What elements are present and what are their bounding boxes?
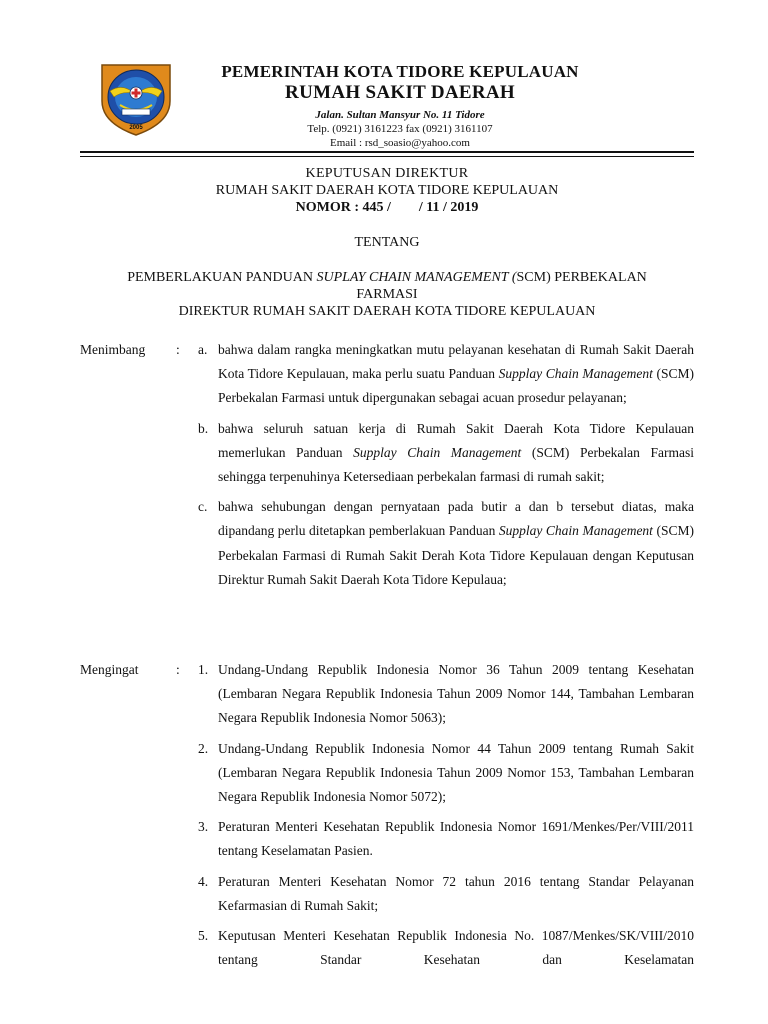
menimbang-colon: : (176, 342, 180, 357)
item-text: bahwa dalam rangka meningkatkan mutu pelayanan kesehatan di Rumah Sakit Daerah Kota Tidore Kepulauan, maka perlu suatu Panduan Supplay Chain Management (SCM) Perbekalan Farmasi untuk dipergunakan sebagai acuan prosedur pelayanan; (218, 342, 694, 406)
mengingat-section (80, 658, 694, 997)
letterhead (170, 62, 630, 150)
item-marker: 3. (198, 819, 209, 835)
hospital-address: Jalan. Sultan Mansyur No. 11 Tidore (315, 109, 485, 121)
item-marker: 1. (198, 662, 209, 677)
menimbang-section (80, 338, 694, 592)
hospital-phone: Telp. (0921) 3161223 fax (0921) 3161107 (307, 123, 493, 135)
decree-subject-line2: FARMASI (356, 287, 418, 302)
item-marker: b. (198, 420, 209, 436)
letterhead-rule-thick (80, 151, 694, 153)
list-item (80, 417, 694, 490)
item-text: bahwa sehubungan dengan pernyataan pada butir a dan b tersebut diatas, maka dipandang perlu ditetapkan pemberlakuan Panduan Supplay Chain Management (SCM) Perbekalan Farmasi di Rumah Sakit Derah Kota Tidore Kepulauan dengan Keputusan Direktur Rumah Sakit Daerah Kota Tidore Kepulaua; (218, 499, 694, 587)
decree-subject: PEMBERLAKUAN PANDUAN SUPLAY CHAIN MANAGEMENT (SCM) PERBEKALAN (127, 270, 647, 285)
hospital-emblem-icon (92, 57, 180, 137)
mengingat-colon: : (176, 662, 180, 677)
item-marker: 2. (198, 740, 209, 756)
government-name: PEMERINTAH KOTA TIDORE KEPULAUAN (221, 62, 579, 81)
item-marker: c. (198, 499, 208, 515)
list-item (80, 658, 694, 731)
item-marker: 4. (198, 873, 209, 889)
hospital-name: RUMAH SAKIT DAERAH (285, 82, 515, 103)
list-item (80, 737, 694, 810)
item-text: Peraturan Menteri Kesehatan Nomor 72 tahun 2016 tentang Standar Pelayanan Kefarmasian di Rumah Sakit; (218, 873, 694, 913)
item-marker: 5. (198, 928, 209, 944)
mengingat-label: Mengingat (80, 662, 139, 677)
list-item (80, 870, 694, 918)
list-item (80, 338, 694, 411)
item-text: bahwa seluruh satuan kerja di Rumah Sakit Daerah Kota Tidore Kepulauan memerlukan Panduan Supplay Chain Management (SCM) Perbekalan Farmasi sehingga terpenuhinya Ketersediaan perbekalan farmasi di rumah sakit; (218, 420, 694, 485)
item-text: Peraturan Menteri Kesehatan Republik Indonesia Nomor 1691/Menkes/Per/VIII/2011 tentang Keselamatan Pasien. (218, 819, 694, 859)
decree-institution: RUMAH SAKIT DAERAH KOTA TIDORE KEPULAUAN (215, 183, 559, 198)
decree-title: KEPUTUSAN DIREKTUR (305, 166, 469, 181)
list-item (80, 495, 694, 592)
item-text: Undang-Undang Republik Indonesia Nomor 44 Tahun 2009 tentang Rumah Sakit (Lembaran Negara Republik Indonesia Tahun 2009 Nomor 153, Tambahan Lembaran Negara Republik Indonesia Nomor 5072); (218, 740, 694, 805)
menimbang-label: Menimbang (80, 342, 146, 357)
letterhead-rule-thin (80, 156, 694, 157)
decree-number: NOMOR : 445 / / 11 / 2019 (295, 200, 479, 215)
decree-director-line: DIREKTUR RUMAH SAKIT DAERAH KOTA TIDORE KEPULAUAN (178, 304, 596, 319)
list-item (80, 924, 694, 997)
logo-year: 2005 (129, 125, 143, 131)
decree-tentang: TENTANG (354, 235, 420, 250)
list-item (80, 815, 694, 863)
item-text: Undang-Undang Republik Indonesia Nomor 36 Tahun 2009 tentang Kesehatan (Lembaran Negara Republik Indonesia Tahun 2009 Nomor 144, Tambahan Lembaran Negara Republik Indonesia Nomor 5063); (218, 662, 694, 726)
item-text: Keputusan Menteri Kesehatan Republik Indonesia No. 1087/Menkes/SK/VIII/2010 tentang Standar Kesehatan dan Keselamatan (218, 928, 694, 968)
item-marker: a. (198, 342, 208, 357)
hospital-email: Email : rsd_soasio@yahoo.com (330, 137, 470, 149)
decree-title-block (80, 165, 694, 320)
